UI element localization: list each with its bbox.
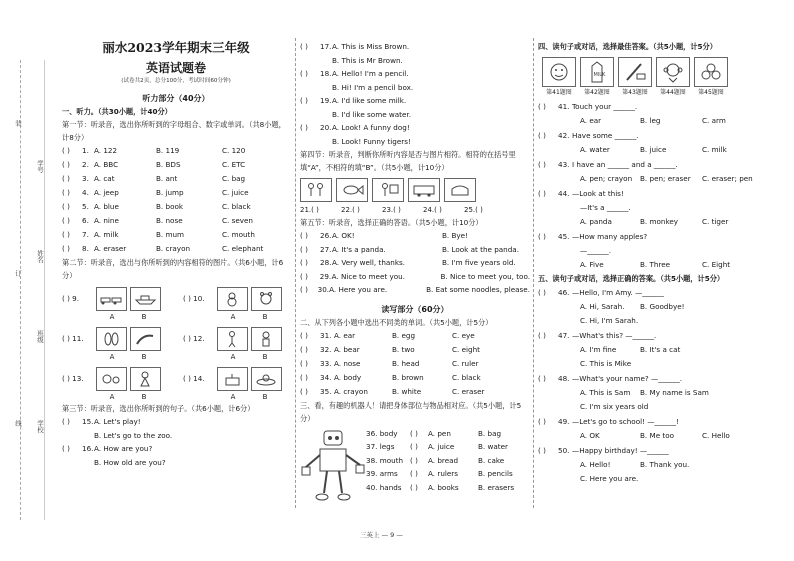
question-row[interactable]: ( ) 29. A. Nice to meet you. B. Nice to meet you, too. <box>300 271 530 281</box>
margin-label-xian: 线 <box>14 420 22 427</box>
option-row[interactable]: C. Here you are. <box>580 474 639 483</box>
question-row[interactable]: ( ) 16. A. How are you? <box>62 444 153 453</box>
milk-carton-icon <box>580 57 614 87</box>
option-row[interactable]: C. Hi, I'm Sarah. <box>580 316 639 325</box>
cake-picture-icon <box>217 367 248 391</box>
bread-picture-icon <box>444 178 476 202</box>
question-row[interactable]: 40. hands ( ) A. books B. erasers <box>366 482 515 492</box>
question-row[interactable]: ( ) 26. A. OK! B. Bye! <box>300 231 468 240</box>
r4-picture-labels: 第41题图 第42题图 第43题图 第44题图 第45题图 <box>546 89 724 96</box>
pic-question-9[interactable]: ( ) 9. <box>62 285 173 312</box>
column-divider-2 <box>533 38 534 508</box>
clown-picture-icon <box>251 327 282 351</box>
question-row[interactable]: ( ) 31. A. ear B. egg C. eye <box>300 330 475 340</box>
option-row[interactable]: B. Look! Funny tigers! <box>332 136 411 146</box>
column-3 <box>538 40 770 486</box>
exam-title: 丽水2023学年期末三年级 <box>102 40 250 55</box>
animals-picture-icon <box>96 367 127 391</box>
question-row[interactable]: ( ) 4. A. jeep B. jump C. juice <box>62 188 249 197</box>
dialog-line: —It's a ______. <box>580 203 631 212</box>
ab-label: A B <box>109 313 147 321</box>
question-row[interactable]: ( ) 47. —What's this? —______. <box>538 331 657 340</box>
ab-label: A B <box>230 313 268 321</box>
answer-blank-25[interactable]: 25.( ) <box>464 206 483 214</box>
girl-picture-icon <box>130 367 161 391</box>
answer-blank-24[interactable]: 24.( ) <box>423 206 442 214</box>
margin-label-zhuang: 装 <box>14 120 22 127</box>
option-row[interactable]: A. Five B. Three C. Eight <box>580 260 731 269</box>
s5-instruction: 第五节：听录音，选择正确的答语。（共5小题，计10分） <box>300 218 483 227</box>
s1-list <box>62 144 290 256</box>
question-row[interactable]: ( ) 5. A. blue B. book C. black <box>62 202 251 211</box>
question-row[interactable]: 39. arms ( ) A. rulers B. pencils <box>366 469 513 479</box>
option-row[interactable]: B. Let's go to the zoo. <box>94 430 173 440</box>
pic-question-12[interactable]: ( ) 12. <box>183 325 290 352</box>
option-row[interactable]: C. I'm six years old <box>580 402 649 411</box>
pic-question-10[interactable]: ( ) 10. <box>183 285 290 312</box>
boat-picture-icon <box>130 287 161 311</box>
question-row[interactable]: ( ) 18. A. Hello! I'm a pencil. <box>300 69 409 78</box>
robot-section <box>300 427 530 503</box>
margin-label-xuehao: 学号 <box>36 160 44 173</box>
car-picture-icon <box>96 287 127 311</box>
question-row[interactable]: ( ) 30. A. Here you are. B. Eat some noodles, please. <box>300 285 530 294</box>
question-row[interactable]: 38. mouth ( ) A. bread B. cake <box>366 455 505 465</box>
question-row[interactable]: ( ) 46. —Hello, I'm Amy. —______ <box>538 288 664 297</box>
option-row[interactable]: B. I'd like some water. <box>332 109 412 119</box>
r3-instruction: 三、看，有趣的机器人！请把身体部位与物品相对应。（共5小题，计5分） <box>300 400 522 423</box>
pic-question-14[interactable]: ( ) 14. <box>183 365 290 392</box>
question-row[interactable]: ( ) 49. —Let's go to school! —______! <box>538 417 679 426</box>
apples-picture-icon <box>694 57 728 87</box>
question-row[interactable]: ( ) 34. A. body B. brown C. black <box>300 372 481 382</box>
question-row[interactable]: ( ) 44. —Look at this! <box>538 189 624 198</box>
option-row[interactable]: B. How old are you? <box>94 457 166 467</box>
question-row[interactable]: ( ) 35. A. crayon B. white C. eraser <box>300 386 485 396</box>
question-row[interactable]: ( ) 3. A. cat B. ant C. bag <box>62 174 246 183</box>
ab-label: A B <box>230 393 268 401</box>
exam-subtitle: 英语试题卷 <box>145 61 206 75</box>
question-row[interactable]: ( ) 28. A. Very well, thanks. B. I'm five years old. <box>300 258 516 267</box>
feet-picture-icon <box>96 327 127 351</box>
option-row[interactable]: A. water B. juice C. milk <box>580 145 727 154</box>
option-row[interactable]: A. pen; crayon B. pen; eraser C. eraser; pen <box>580 174 753 183</box>
robot-questions <box>366 427 514 503</box>
question-row[interactable]: ( ) 17. A. This is Miss Brown. <box>300 42 410 51</box>
svg-text:MILK: MILK <box>593 72 606 78</box>
question-row[interactable]: ( ) 1. A. 122 B. 119 C. 120 <box>62 146 246 155</box>
question-row[interactable]: 36. body ( ) A. pen B. bag <box>366 428 502 438</box>
s1-instruction: 第一节：听录音，选出你所听到的字母组合、数字或单词。（共8小题，计8分） <box>62 120 286 142</box>
option-row[interactable]: A. Hi, Sarah. B. Goodbye! <box>580 302 685 311</box>
dialog-line: —______. <box>580 246 612 255</box>
option-row[interactable]: A. This is Sam B. My name is Sam <box>580 388 709 397</box>
monkey-picture-icon <box>656 57 690 87</box>
pic-question-11[interactable]: ( ) 11. <box>62 325 173 352</box>
s4-answer-blanks <box>300 204 530 216</box>
margin-label-ding: 订 <box>14 270 22 277</box>
question-row[interactable]: ( ) 8. A. eraser B. crayon C. elephant <box>62 244 264 253</box>
question-row[interactable]: ( ) 43. I have an ______ and a ______. <box>538 160 678 169</box>
teacher-picture-icon <box>372 178 404 202</box>
binding-line <box>20 60 21 520</box>
question-row[interactable]: ( ) 7. A. milk B. mum C. mouth <box>62 230 255 239</box>
answer-blank-22[interactable]: 22.( ) <box>341 206 360 214</box>
number-eight-icon <box>217 287 248 311</box>
column-divider-1 <box>295 38 296 508</box>
question-row[interactable]: ( ) 45. —How many apples? <box>538 232 648 241</box>
question-row[interactable]: ( ) 33. A. nose B. head C. ruler <box>300 358 479 368</box>
question-row[interactable]: ( ) 42. Have some ______. <box>538 131 639 140</box>
s2-instruction: 第二节：听录音，选出与你所听到的内容相符的图片。（共6小题，计6分） <box>62 258 284 280</box>
boy-picture-icon <box>217 327 248 351</box>
listening-heading: 听力部分（40分） <box>142 94 210 103</box>
kids-picture-icon <box>300 178 332 202</box>
option-row[interactable]: B. This is Mr Brown. <box>332 55 403 65</box>
question-row[interactable]: ( ) 20. A. Look! A funny dog! <box>300 123 410 132</box>
ab-label: A B <box>109 353 147 361</box>
question-row[interactable]: 37. legs ( ) A. juice B. water <box>366 442 508 452</box>
page-footer: 三英上 — 9 — <box>360 531 403 539</box>
exam-note: (试卷共2页，总分100分，考试时间60分钟) <box>121 78 231 84</box>
option-row[interactable]: A. ear B. leg C. arm <box>580 116 726 125</box>
robot-icon <box>300 427 366 503</box>
s4-picture-strip <box>300 178 530 202</box>
question-row[interactable]: ( ) 50. —Happy birthday! —______ <box>538 446 669 455</box>
question-row[interactable]: ( ) 48. —What's your name? —______. <box>538 374 683 383</box>
fish-picture-icon <box>336 178 368 202</box>
option-row[interactable]: A. I'm fine B. It's a cat <box>580 345 681 354</box>
answer-blank-23[interactable]: 23.( ) <box>382 206 401 214</box>
pic-grid <box>62 282 290 402</box>
pen-eraser-icon <box>618 57 652 87</box>
food-picture-icon <box>251 367 282 391</box>
column-2 <box>300 40 530 503</box>
reading-heading: 读写部分（60分） <box>381 304 449 314</box>
option-row[interactable]: A. panda B. monkey C. tiger <box>580 217 729 226</box>
question-row[interactable]: ( ) 41. Touch your ______. <box>538 102 638 111</box>
face-picture-icon <box>542 57 576 87</box>
question-row[interactable]: ( ) 19. A. I'd like some milk. <box>300 96 407 105</box>
bear-picture-icon <box>251 287 282 311</box>
column-1 <box>62 40 290 469</box>
ab-label: A B <box>230 353 268 361</box>
s3-instruction: 第三节：听录音，选出你所听到的句子。（共6小题，计6分） <box>62 404 255 413</box>
option-row[interactable]: C. This is Mike <box>580 359 632 368</box>
s4-instruction: 第四节：听录音，判断你所听内容是否与图片相符。相符的在括号里填“A”，不相符的填“B”。（共5小题，计10分） <box>300 150 516 172</box>
part1-heading: 一、听力。（共30小题，计40分） <box>62 107 172 116</box>
pic-col-left <box>62 282 173 402</box>
r4-instruction: 四、读句子或对话，选择最佳答案。（共5小题，计5分） <box>538 42 717 51</box>
margin-label-xuexiao: 学校 <box>36 420 44 433</box>
margin-label-banji: 班级 <box>36 330 44 343</box>
binding-rule <box>44 60 45 520</box>
option-row[interactable]: A. Hello! B. Thank you. <box>580 460 690 469</box>
bus-picture-icon <box>408 178 440 202</box>
option-row[interactable]: B. Hi! I'm a pencil box. <box>332 82 414 92</box>
pic-question-13[interactable]: ( ) 13. <box>62 365 173 392</box>
r4-picture-strip <box>542 57 770 87</box>
arm-picture-icon <box>130 327 161 351</box>
question-row[interactable]: ( ) 27. A. It's a panda. B. Look at the panda. <box>300 244 519 254</box>
pic-col-right <box>183 282 290 402</box>
question-row[interactable]: ( ) 15. A. Let's play! <box>62 417 141 426</box>
r2-instruction: 二、从下列各小题中选出不同类的单词。（共5小题，计5分） <box>300 317 493 327</box>
question-row[interactable]: ( ) 2. A. BBC B. BDS C. ETC <box>62 160 246 169</box>
r5-instruction: 五、读句子或对话，选择正确的答案。（共5小题，计5分） <box>538 274 725 283</box>
ab-label: A B <box>109 393 147 401</box>
margin-label-xingming: 姓名 <box>36 250 44 263</box>
answer-blank-21[interactable]: 21.( ) <box>300 206 319 214</box>
question-row[interactable]: ( ) 6. A. nine B. nose C. seven <box>62 216 253 225</box>
option-row[interactable]: A. OK B. Me too C. Hello <box>580 431 730 440</box>
question-row[interactable]: ( ) 32. A. bear B. two C. eight <box>300 344 480 354</box>
